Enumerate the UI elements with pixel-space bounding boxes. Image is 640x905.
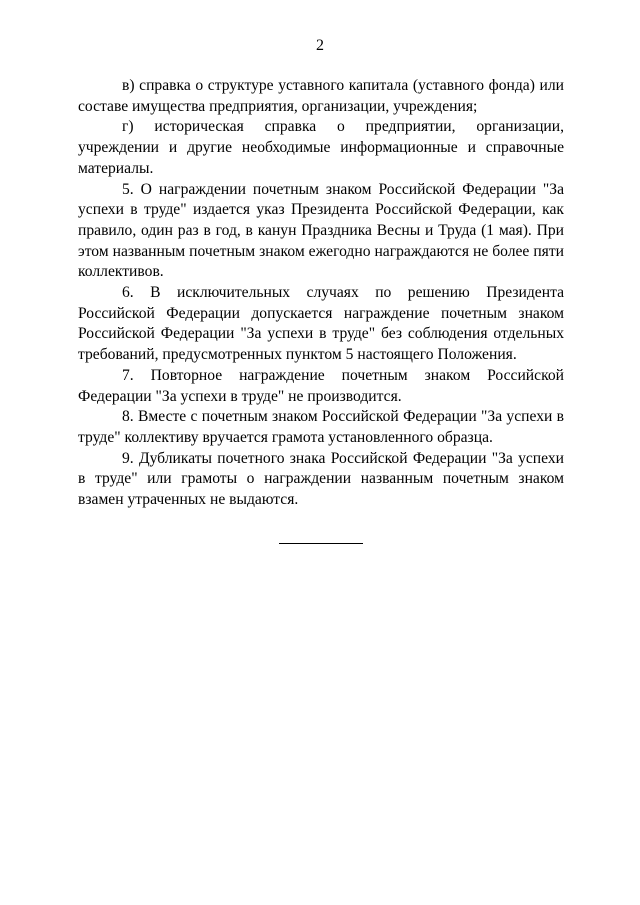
page-number: 2 [316, 37, 324, 54]
paragraph-clause-7: 7. Повторное награждение почетным знаком Российской Федерации "За успехи в труде" не производится. [78, 366, 564, 405]
paragraph-clause-9: 9. Дубликаты почетного знака Российской Федерации "За успехи в труде" или грамоты о награждении названным почетным знаком взамен утраченных не выдаются. [78, 449, 564, 509]
end-divider-line [279, 543, 363, 544]
paragraph-clause-5: 5. О награждении почетным знаком Российской Федерации "За успехи в труде" издается указ Президента Российской Федерации, как правило, один раз в год, в канун Праздника Весны и Труда (1 мая). При этом названным почетным знаком ежегодно награждаются не более пяти коллективов. [78, 180, 564, 281]
paragraph-item-g: г) историческая справка о предприятии, организации, учреждении и другие необходимые информационные и справочные материалы. [78, 118, 564, 177]
document-body [78, 76, 564, 511]
paragraph-clause-6: 6. В исключительных случаях по решению Президента Российской Федерации допускается награждение почетным знаком Российской Федерации "За успехи в труде" без соблюдения отдельных требований, предусмотренных пунктом 5 настоящего Положения. [78, 284, 564, 364]
paragraph-item-v: в) справка о структуре уставного капитала (уставного фонда) или составе имущества предприятия, организации, учреждения; [78, 77, 564, 115]
paragraph-clause-8: 8. Вместе с почетным знаком Российской Федерации "За успехи в труде" коллективу вручается грамота установленного образца. [78, 408, 564, 446]
